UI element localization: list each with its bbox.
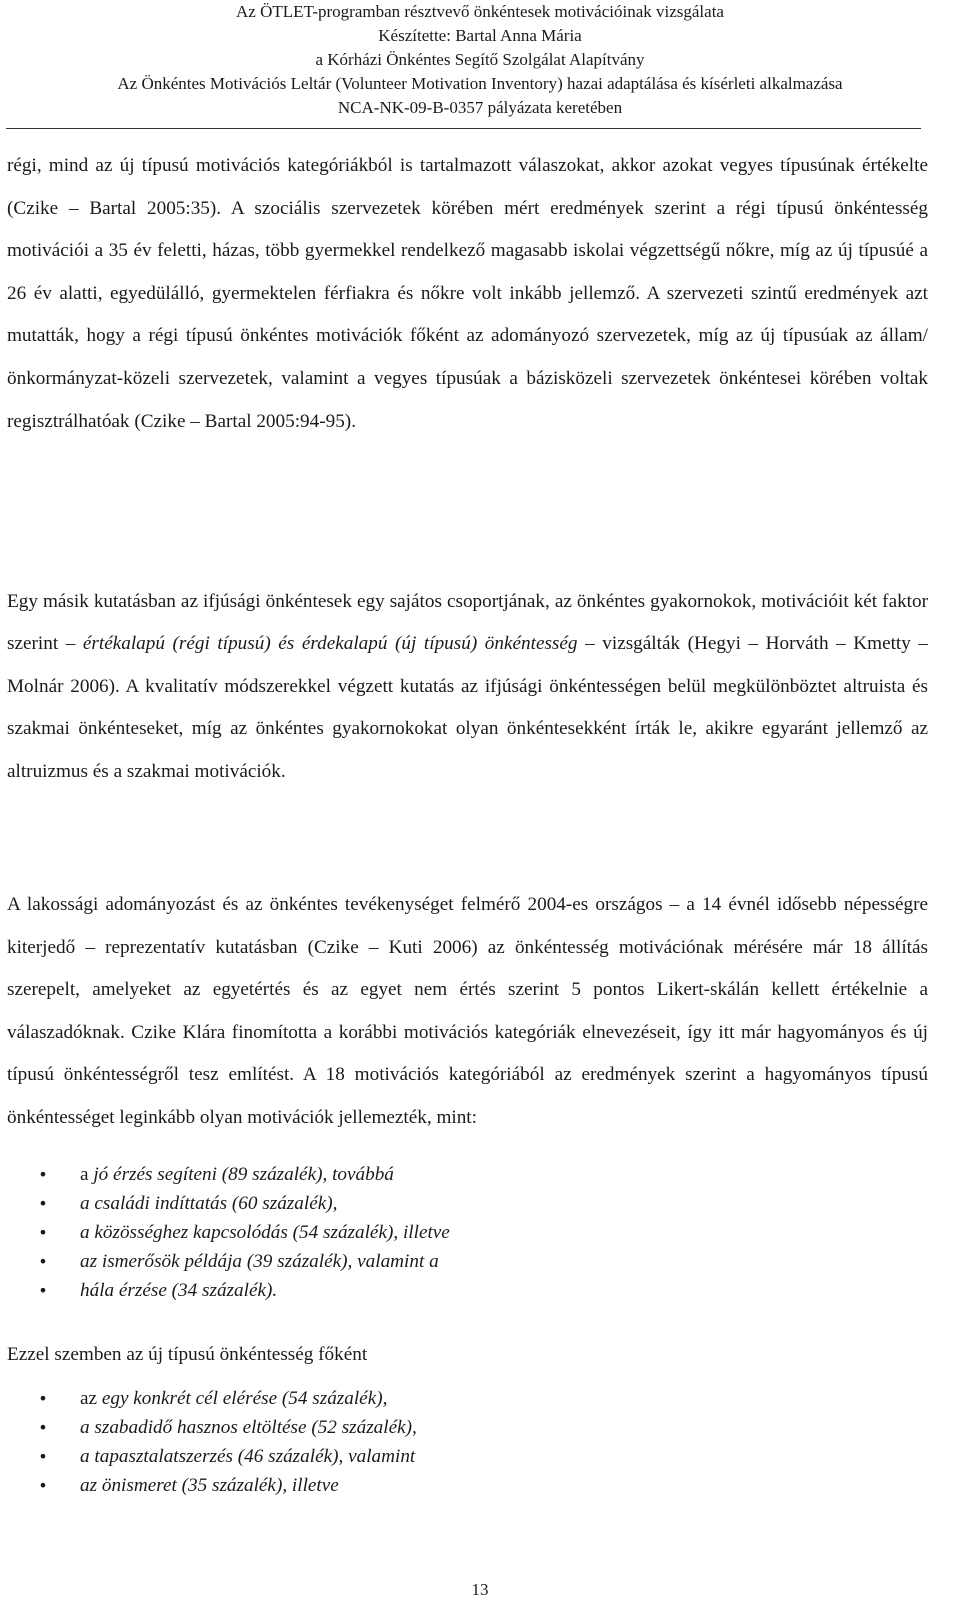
bullet-icon: • (38, 1389, 48, 1408)
header-divider (6, 128, 921, 129)
list-item (0, 1471, 417, 1500)
list-item-text: egy konkrét cél elérése (54 százalék), (101, 1388, 388, 1409)
bullet-icon: • (38, 1447, 48, 1466)
paragraph-2-text (7, 581, 928, 793)
header-author: Készítette: Bartal Anna Mária (378, 26, 582, 45)
header-title: Az ÖTLET-programban résztvevő önkéntesek motivációinak vizsgálata (236, 2, 724, 21)
paragraph-1-text: régi, mind az új típusú motivációs kategóriákból is tartalmazott válaszokat, akkor azokat vegyes típusúnak értékelte (Czike – Bartal 2005:35). A szociális szervezetek körében mért eredmények szerint a régi típusú önkéntesség motivációi a 35 év feletti, házas, több gyermekkel rendelkező magasabb iskolai végzettségű nőkre, míg az új típusúé a 26 év alatti, egyedülálló, gyermektelen férfiakra és nőkre volt inkább jellemző. A szervezeti szintű eredmények azt mutatták, hogy a régi típusú önkéntes motivációk főként az adományozó szervezetek, míg az új típusúak az állam/önkormányzat-közeli szervezetek, valamint a vegyes típusúak a bázisközeli szervezetek önkéntesei körében voltak regisztrálhatóak (Czike – Bartal 2005:94-95). (7, 155, 928, 432)
bullet-icon: • (38, 1223, 48, 1242)
traditional-motivation-list (0, 1160, 450, 1305)
new-motivation-lead: Ezzel szemben az új típusú önkéntesség főként (7, 1344, 368, 1365)
list-item (0, 1247, 450, 1276)
list-item-prefix: az (80, 1388, 102, 1409)
list-item (0, 1160, 450, 1189)
list-item-text: a szabadidő hasznos eltöltése (52 százalék), (80, 1417, 417, 1438)
paragraph-2-start: Egy másik kutatásban az ifjúsági önkéntesek egy sajátos csoportjának, az önkéntes gyakornokok, motivációit két faktor szerint – (7, 591, 928, 655)
list-item (0, 1384, 417, 1413)
paragraph-2-end: – vizsgálták (Hegyi – Horváth – Kmetty – Molnár 2006). A kvalitatív módszerekkel végzett kutatás az ifjúsági önkéntességen belül megkülönböztet altruista és szakmai önkénteseket, míg az önkéntes gyakornokokat olyan önkéntesekként írták le, akikre egyaránt jellemző az altruizmus és a szakmai motivációk. (7, 633, 929, 782)
bullet-icon: • (38, 1165, 48, 1184)
list-item (0, 1218, 450, 1247)
header-grant: NCA-NK-09-B-0357 pályázata keretében (337, 98, 623, 117)
header-project: Az Önkéntes Motivációs Leltár (Volunteer Motivation Inventory) hazai adaptálása és kísérleti alkalmazása (117, 74, 843, 93)
paragraph-2-emphasis: értékalapú (régi típusú) és érdekalapú (új típusú) önkéntesség (82, 633, 578, 655)
paragraph-1 (7, 145, 928, 443)
list-item-text: a tapasztalatszerzés (46 százalék), valamint (80, 1446, 416, 1467)
bullet-icon: • (38, 1476, 48, 1495)
list-item (0, 1189, 450, 1218)
paragraph-2 (7, 581, 928, 793)
bullet-icon: • (38, 1418, 48, 1437)
page-number: 13 (471, 1580, 489, 1599)
bullet-icon: • (38, 1194, 48, 1213)
bullet-icon: • (38, 1281, 48, 1300)
header-organization: a Kórházi Önkéntes Segítő Szolgálat Alapítvány (315, 50, 645, 69)
list-item-text: a közösséghez kapcsolódás (54 százalék), illetve (80, 1222, 450, 1243)
paragraph-3-text: A lakossági adományozást és az önkéntes tevékenységet felmérő 2004-es országos – a 14 évnél idősebb népességre kiterjedő – reprezentatív kutatásban (Czike – Kuti 2006) az önkéntesség motivációnak mérésére már 18 állítás szerepelt, amelyeket az egyetértés és az egyet nem értés szerint 5 pontos Likert-skálán kellett értékelnie a válaszadóknak. Czike Klára finomította a korábbi motivációs kategóriák elnevezéseit, így itt már hagyományos és új típusú önkéntességről tesz említést. A 18 motivációs kategóriából az eredmények szerint a hagyományos típusú önkéntességet leginkább olyan motivációk jellemezték, mint: (7, 894, 928, 1128)
list-item (0, 1442, 417, 1471)
list-item-prefix: a (80, 1164, 94, 1185)
list-item-text: az önismeret (35 százalék), illetve (80, 1475, 339, 1496)
list-item-text: az ismerősök példája (39 százalék), valamint a (80, 1251, 439, 1272)
list-item-text: hála érzése (34 százalék). (80, 1280, 278, 1301)
list-item (0, 1276, 450, 1305)
bullet-icon: • (38, 1252, 48, 1271)
list-item-text: a családi indíttatás (60 százalék), (80, 1193, 338, 1214)
list-item (0, 1413, 417, 1442)
page-header (0, 0, 960, 120)
list-item-text: jó érzés segíteni (89 százalék), továbbá (93, 1164, 394, 1185)
paragraph-3 (7, 884, 928, 1140)
new-motivation-list (0, 1384, 417, 1500)
